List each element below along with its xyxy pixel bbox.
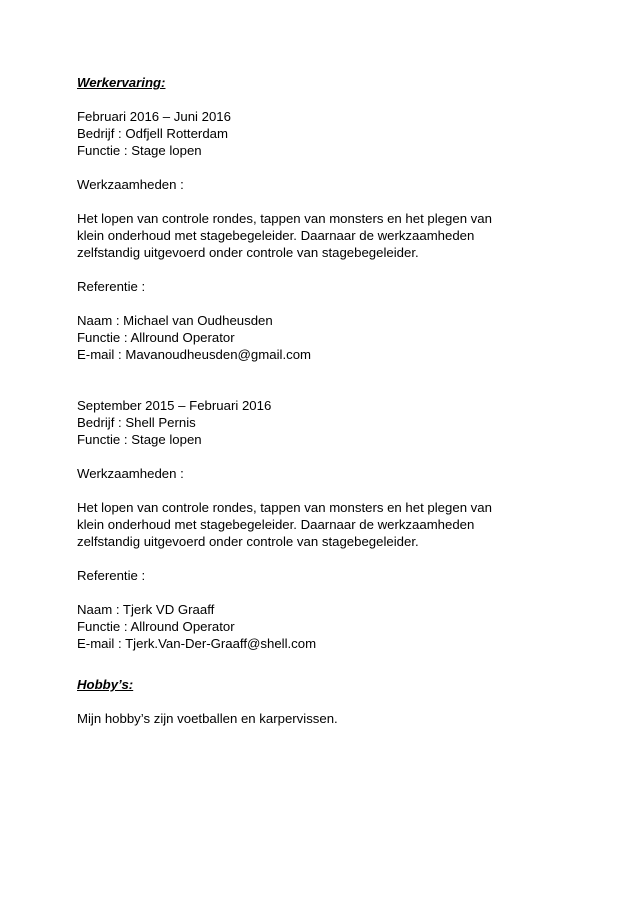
tasks-line: zelfstandig uitgevoerd onder controle van stagebegeleider.	[77, 245, 419, 260]
document-page	[77, 74, 577, 727]
tasks-line: Het lopen van controle rondes, tappen van monsters en het plegen van	[77, 500, 492, 515]
reference-label: Referentie :	[77, 568, 146, 583]
reference-email: E-mail : Tjerk.Van-Der-Graaff@shell.com	[77, 636, 317, 651]
hobbys-heading: Hobby’s:	[77, 677, 134, 692]
reference-name: Naam : Michael van Oudheusden	[77, 313, 273, 328]
tasks-label: Werkzaamheden :	[77, 177, 184, 192]
reference-label: Referentie :	[77, 279, 146, 294]
reference-name: Naam : Tjerk VD Graaff	[77, 602, 215, 617]
reference-function: Functie : Allround Operator	[77, 619, 235, 634]
tasks-line: klein onderhoud met stagebegeleider. Daarnaar de werkzaamheden	[77, 517, 475, 532]
tasks-line: Het lopen van controle rondes, tappen van monsters en het plegen van	[77, 211, 492, 226]
job-function: Functie : Stage lopen	[77, 143, 202, 158]
job-period: Februari 2016 – Juni 2016	[77, 109, 231, 124]
reference-function: Functie : Allround Operator	[77, 330, 235, 345]
reference-email: E-mail : Mavanoudheusden@gmail.com	[77, 347, 312, 362]
job-entry	[77, 108, 577, 363]
job-period: September 2015 – Februari 2016	[77, 398, 272, 413]
werkervaring-heading: Werkervaring:	[77, 75, 166, 90]
job-company: Bedrijf : Odfjell Rotterdam	[77, 126, 228, 141]
hobbys-text: Mijn hobby’s zijn voetballen en karpervissen.	[77, 711, 338, 726]
tasks-line: zelfstandig uitgevoerd onder controle van stagebegeleider.	[77, 534, 419, 549]
job-function: Functie : Stage lopen	[77, 432, 202, 447]
tasks-line: klein onderhoud met stagebegeleider. Daarnaar de werkzaamheden	[77, 228, 475, 243]
job-entry	[77, 397, 577, 652]
tasks-label: Werkzaamheden :	[77, 466, 184, 481]
job-company: Bedrijf : Shell Pernis	[77, 415, 196, 430]
